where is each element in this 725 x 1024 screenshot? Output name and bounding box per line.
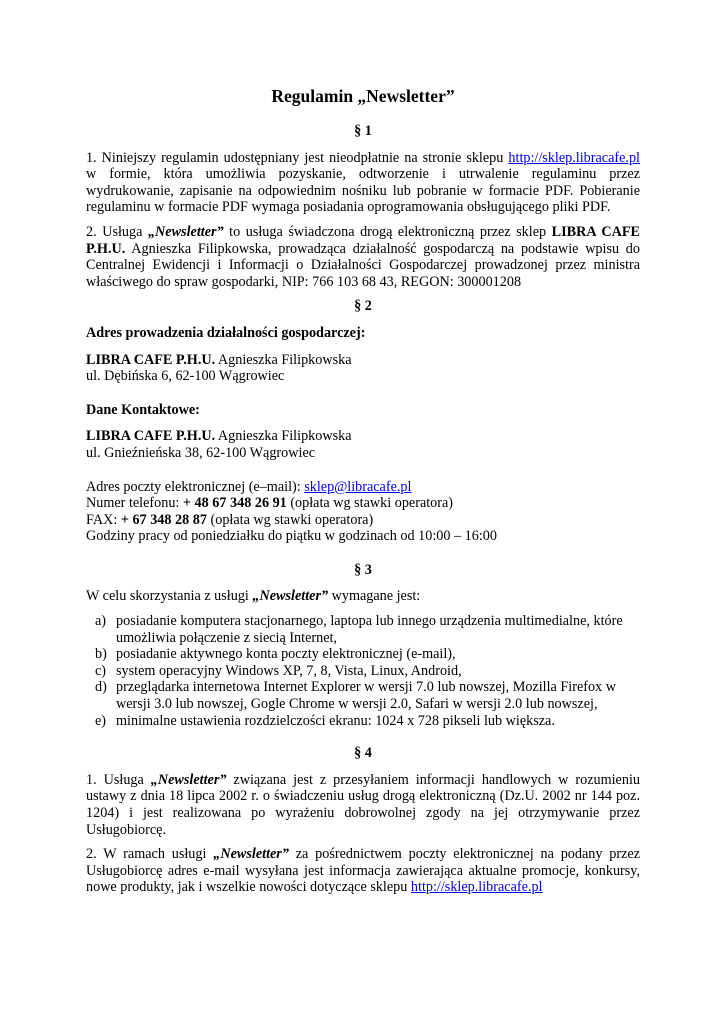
fax-note: (opłata wg stawki operatora) (206, 511, 374, 528)
text: za pośrednictwem poczty elektronicznej na podany przez Usługobiorcę adres e-mail wysyłana jest informacja zawierająca aktualne promocje, konkursy, nowe produkty, jak i wszelkie nowości dotyczące sklepu (86, 846, 641, 896)
section-4-paragraph-1 (86, 772, 640, 838)
service-name: „Newsletter” (252, 588, 329, 605)
text: związana jest z przesyłaniem informacji handlowych w rozumieniu ustawy z dnia 18 lipca 2002 r. o świadczeniu usług drogą elektroniczną (Dz.U. 2002 nr 144 poz. 1204) i jest realizowana po wyrażeniu dobrowolnej zgody na jej otrzymywanie przez Usługobiorcę. (86, 771, 640, 838)
text: 1. Usługa (86, 771, 151, 788)
phone-number: + 48 67 348 26 91 (182, 495, 287, 512)
contact-heading: Dane Kontaktowe: (86, 401, 200, 418)
contact-address (86, 428, 640, 461)
service-name: „Newsletter” (213, 846, 289, 863)
section-4-heading: § 4 (354, 745, 372, 762)
address-heading: Adres prowadzenia działalności gospodarczej: (86, 324, 366, 341)
fax-number: + 67 348 28 87 (120, 511, 207, 528)
phone-label: Numer telefonu: (86, 495, 183, 512)
list-item (95, 613, 640, 646)
list-text: system operacyjny Windows XP, 7, 8, Vista, Linux, Android, (116, 662, 462, 679)
text: to usługa świadczona drogą elektroniczną przez sklep (223, 223, 552, 240)
company-name: LIBRA CAFE P.H.U. (86, 351, 216, 368)
owner-name: Agnieszka Filipkowska (215, 351, 352, 368)
list-label: d) (95, 679, 107, 696)
owner-name: Agnieszka Filipkowska (215, 428, 352, 445)
text: Agnieszka Filipkowska, prowadząca działalność gospodarczą na podstawie wpisu do Centralnej Ewidencji i Informacji o Działalności Gospodarczej prowadzonej przez ministra właściwego do spraw gospodarki, NIP: 766 103 68 43, REGON: 300001208 (86, 240, 640, 290)
section-3-heading: § 3 (354, 561, 372, 578)
email-link[interactable]: sklep@libracafe.pl (304, 478, 412, 495)
company-name: LIBRA CAFE P.H.U. (86, 428, 216, 445)
list-label: a) (95, 613, 107, 630)
text: w formie, która umożliwia pozyskanie, odtworzenie i utrwalenie regulaminu przez wydrukowanie, zapisanie na odpowiednim nośniku lub pobranie w formacie PDF. Pobieranie regulaminu w formacie PDF wymaga posiadania oprogramowania obsługującego pliki PDF. (86, 166, 640, 216)
text: 2. W ramach usługi (86, 846, 214, 863)
list-item (95, 712, 640, 730)
text: 1. Niniejszy regulamin udostępniany jest nieodpłatnie na stronie sklepu (86, 149, 509, 166)
street-address: ul. Gnieźnieńska 38, 62-100 Wągrowiec (86, 444, 316, 461)
requirements-list (86, 613, 640, 729)
section-1-paragraph-2 (86, 224, 640, 290)
phone-note: (opłata wg stawki operatora) (286, 495, 454, 512)
text: W celu skorzystania z usługi (86, 588, 253, 605)
service-name: „Newsletter” (147, 223, 224, 240)
section-2-heading: § 2 (354, 298, 372, 315)
list-item (95, 662, 640, 680)
fax-label: FAX: (86, 511, 121, 528)
business-address (86, 352, 640, 385)
document-content (86, 86, 640, 904)
shop-link[interactable]: http://sklep.libracafe.pl (410, 879, 543, 896)
list-label: e) (95, 712, 107, 729)
opening-hours: Godziny pracy od poniedziałku do piątku w godzinach od 10:00 – 16:00 (86, 528, 497, 545)
street-address: ul. Dębińska 6, 62-100 Wągrowiec (86, 368, 285, 385)
list-item (95, 646, 640, 663)
shop-link[interactable]: http://sklep.libracafe.pl (508, 149, 640, 166)
text: wymagane jest: (328, 588, 421, 605)
section-1-paragraph-1 (86, 150, 640, 216)
list-text: przeglądarka internetowa Internet Explorer w wersji 7.0 lub nowszej, Mozilla Firefox w wersji 3.0 lub nowszej, Gogle Chrome w wersji 2.0, Safari w wersji 2.0 lub nowszej, (116, 679, 616, 713)
list-text: posiadanie komputera stacjonarnego, laptopa lub innego urządzenia multimedialne, które umożliwia połączenie z siecią Internet, (116, 613, 623, 646)
list-item (95, 679, 640, 713)
company-name: LIBRA CAFE P.H.U. (86, 223, 640, 257)
list-text: posiadanie aktywnego konta poczty elektronicznej (e-mail), (116, 646, 456, 663)
document-title: Regulamin „Newsletter” (271, 86, 455, 106)
email-label: Adres poczty elektronicznej (e–mail): (86, 478, 305, 495)
section-1-heading: § 1 (354, 123, 372, 139)
section-4-paragraph-2 (86, 846, 640, 896)
list-label: b) (95, 646, 107, 663)
list-text: minimalne ustawienia rozdzielczości ekranu: 1024 x 728 pikseli lub większa. (116, 712, 555, 729)
section-3-intro (86, 588, 640, 605)
list-label: c) (95, 662, 107, 679)
text: 2. Usługa (86, 223, 148, 240)
contact-details (86, 479, 640, 545)
service-name: „Newsletter” (150, 771, 227, 788)
